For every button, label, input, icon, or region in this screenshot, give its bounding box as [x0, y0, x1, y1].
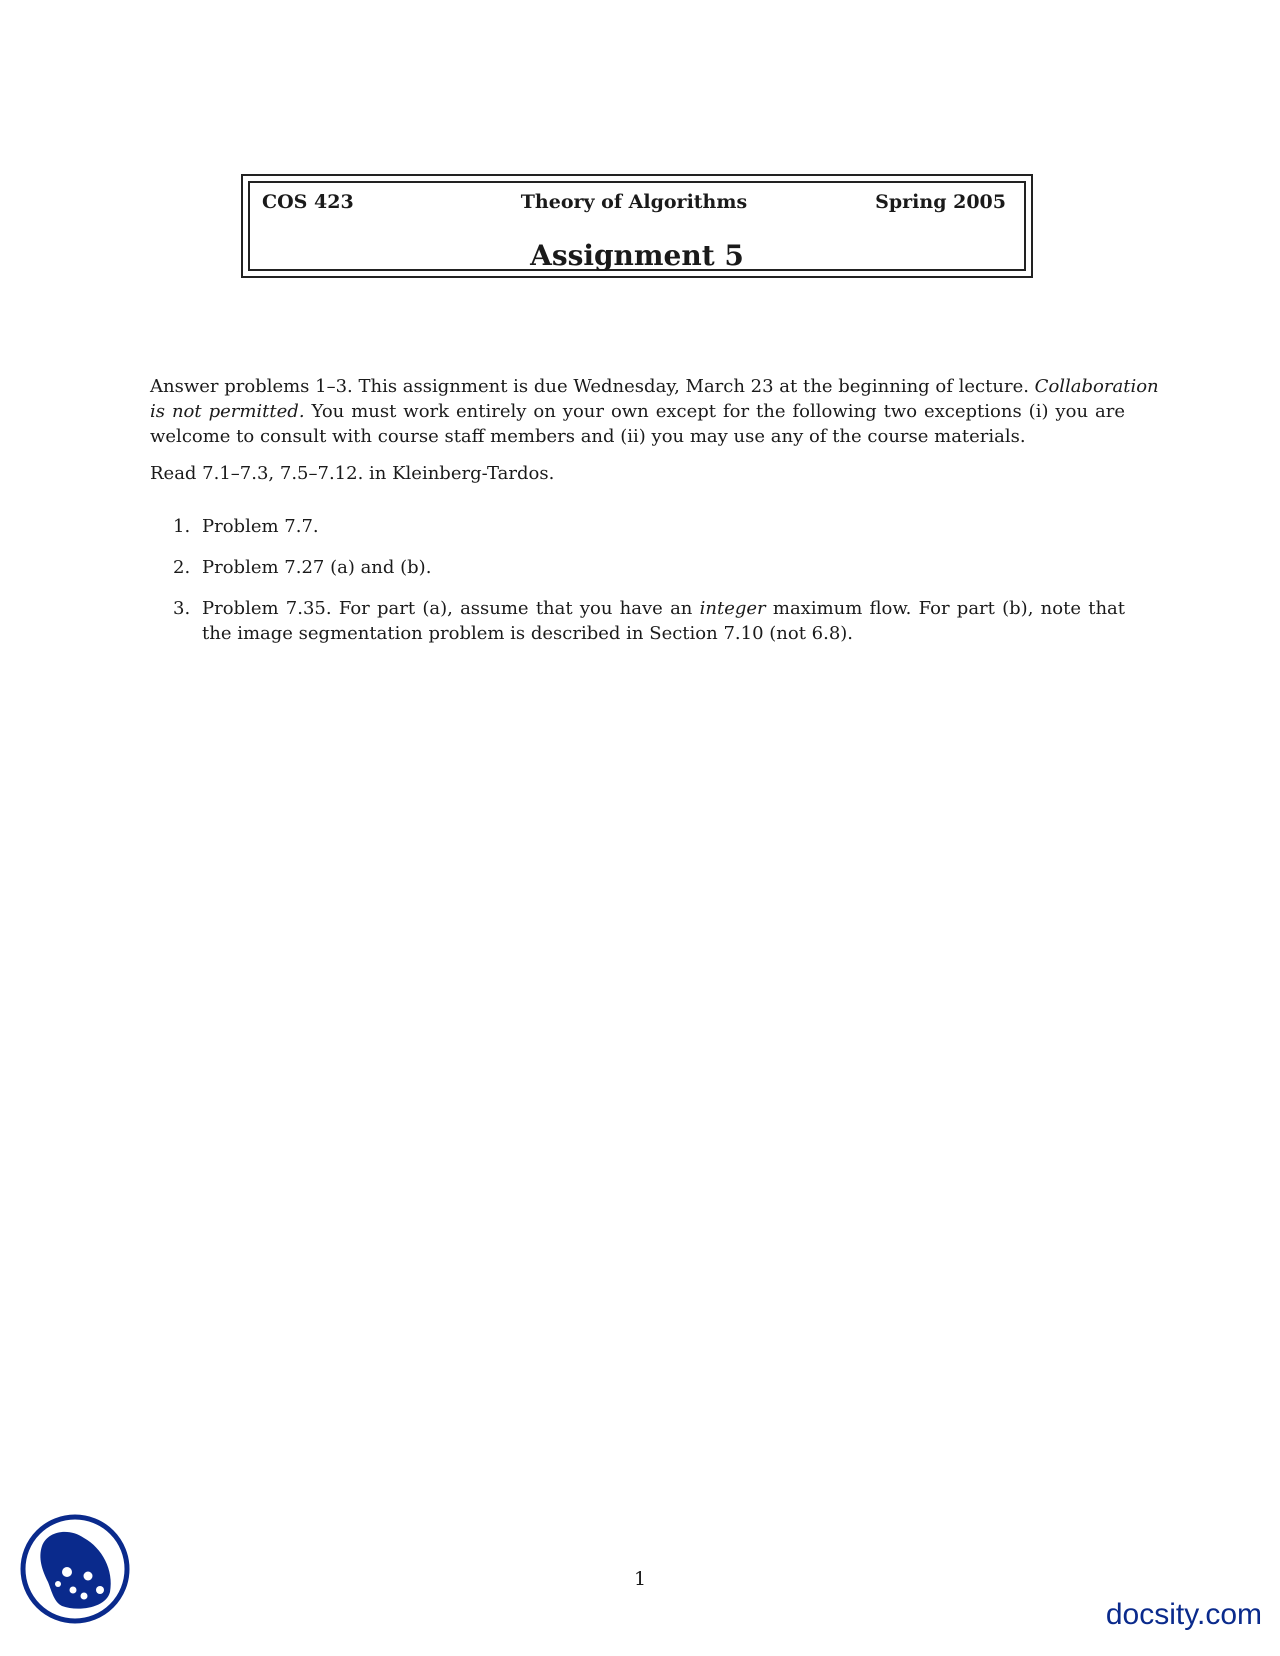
- intro-line-2: [150, 399, 1125, 424]
- problem-number: 1.: [173, 516, 191, 537]
- reading-instructions: Read 7.1–7.3, 7.5–7.12. in Kleinberg-Tardos.: [150, 463, 555, 484]
- course-code: COS 423: [262, 191, 354, 213]
- header-box: [241, 174, 1033, 278]
- docsity-logo-icon: [18, 1512, 132, 1626]
- assignment-title: Assignment 5: [530, 239, 744, 272]
- course-term: Spring 2005: [875, 191, 1006, 213]
- intro-paragraph: [150, 374, 1159, 449]
- course-subject: Theory of Algorithms: [520, 191, 748, 213]
- problem-text: Problem 7.7.: [202, 516, 319, 537]
- header-row: [262, 191, 1006, 221]
- problem-text: Problem 7.27 (a) and (b).: [202, 557, 432, 578]
- list-item: [150, 555, 1125, 580]
- docsity-watermark: docsity.com: [1105, 1598, 1262, 1631]
- problem-emphasis: integer: [699, 598, 766, 619]
- problem-list: [150, 514, 1125, 646]
- intro-text: You must work entirely on your own except for the following two exceptions (i) you are: [304, 401, 1125, 422]
- document-body: [150, 374, 1159, 662]
- intro-line-3: welcome to consult with course staff members and (ii) you may use any of the course materials.: [150, 426, 1026, 447]
- problem-text-line-2: the image segmentation problem is described in Section 7.10 (not 6.8).: [202, 623, 854, 644]
- intro-emphasis: is not permitted.: [150, 401, 305, 422]
- list-item: [150, 596, 1125, 646]
- problem-text: maximum flow. For part (b), note that: [765, 598, 1125, 619]
- list-item: [150, 514, 1125, 539]
- problem-text: Problem 7.35. For part (a), assume that you have an: [202, 598, 700, 619]
- page-number: 1: [633, 1568, 647, 1590]
- header-inner-frame: [248, 181, 1026, 271]
- intro-text: Answer problems 1–3. This assignment is due Wednesday, March 23 at the beginning of lecture.: [150, 376, 1035, 397]
- intro-line-1: [150, 374, 1159, 399]
- problem-number: 2.: [173, 557, 191, 578]
- intro-emphasis: Collaboration: [1034, 376, 1159, 397]
- problem-number: 3.: [173, 598, 191, 619]
- problem-text-line-1: [202, 596, 1125, 621]
